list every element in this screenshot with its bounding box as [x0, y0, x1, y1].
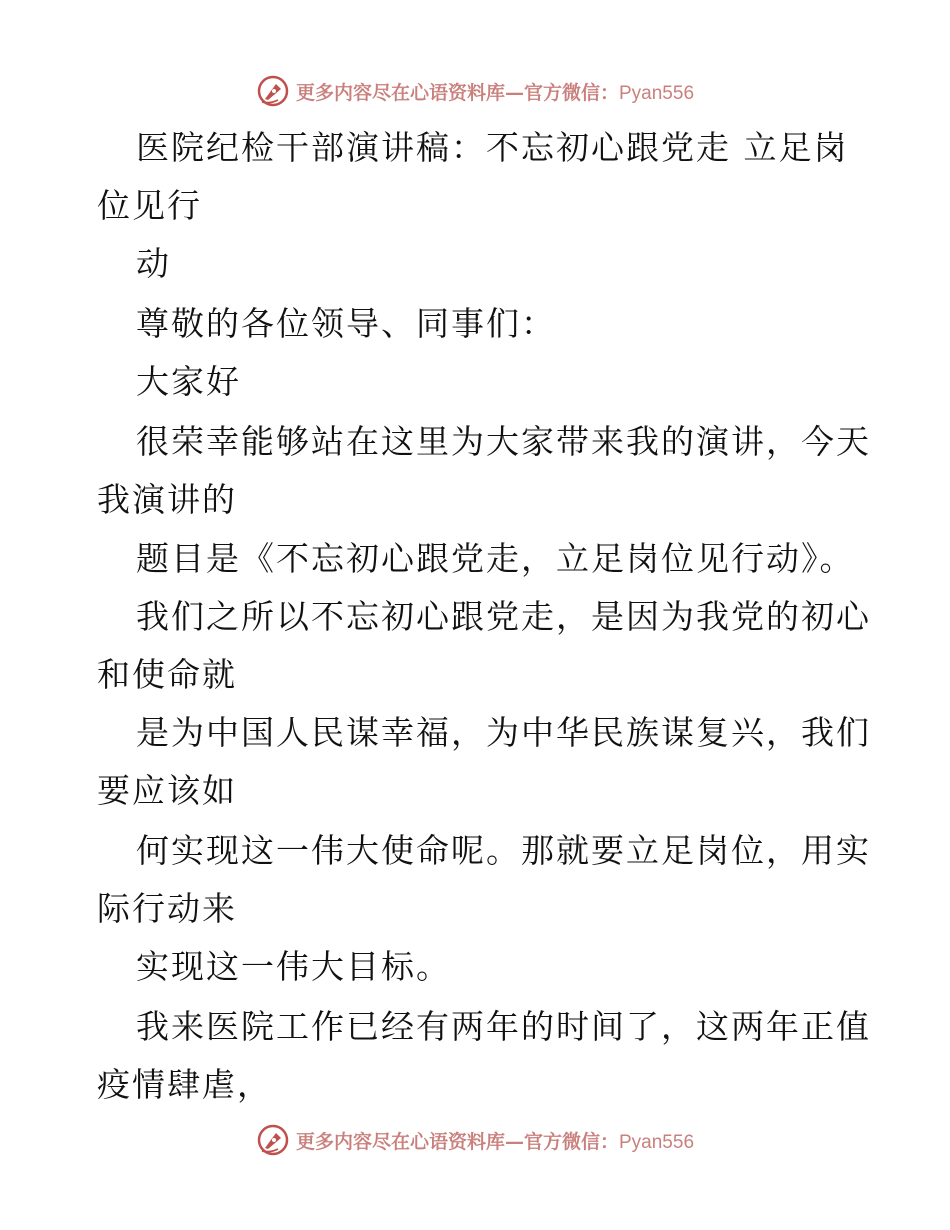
paragraph-line: 我演讲的	[97, 480, 237, 519]
watermark-text: 更多内容尽在心语资料库—官方微信：Pyan556	[295, 1130, 695, 1153]
doc-title-line-1: 医院纪检干部演讲稿：不忘初心跟党走 立足岗	[136, 128, 849, 167]
watermark-text: 更多内容尽在心语资料库—官方微信：Pyan556	[295, 81, 695, 104]
paragraph-line: 很荣幸能够站在这里为大家带来我的演讲，今天	[136, 422, 871, 461]
paragraph-line: 题目是《不忘初心跟党走，立足岗位见行动》。	[136, 539, 855, 578]
paragraph-line: 是为中国人民谋幸福，为中华民族谋复兴，我们	[136, 713, 871, 752]
salutation: 尊敬的各位领导、同事们：	[136, 304, 556, 343]
paragraph-line: 我来医院工作已经有两年的时间了，这两年正值	[136, 1007, 871, 1046]
doc-title-line-3: 动	[136, 244, 171, 283]
footer-watermark	[0, 1120, 950, 1160]
pen-nib-logo-icon	[256, 1123, 290, 1157]
paragraph-line: 疫情肆虐，	[97, 1065, 272, 1104]
paragraph-line: 和使命就	[97, 655, 237, 694]
doc-title-line-2: 位见行	[97, 186, 202, 225]
paragraph-line: 要应该如	[97, 771, 237, 810]
paragraph-line: 实现这一伟大目标。	[136, 947, 451, 986]
paragraph-line: 我们之所以不忘初心跟党走，是因为我党的初心	[136, 597, 871, 636]
greeting: 大家好	[136, 362, 241, 401]
paragraph-line: 际行动来	[97, 889, 237, 928]
paragraph-line: 何实现这一伟大使命呢。那就要立足岗位，用实	[136, 831, 871, 870]
